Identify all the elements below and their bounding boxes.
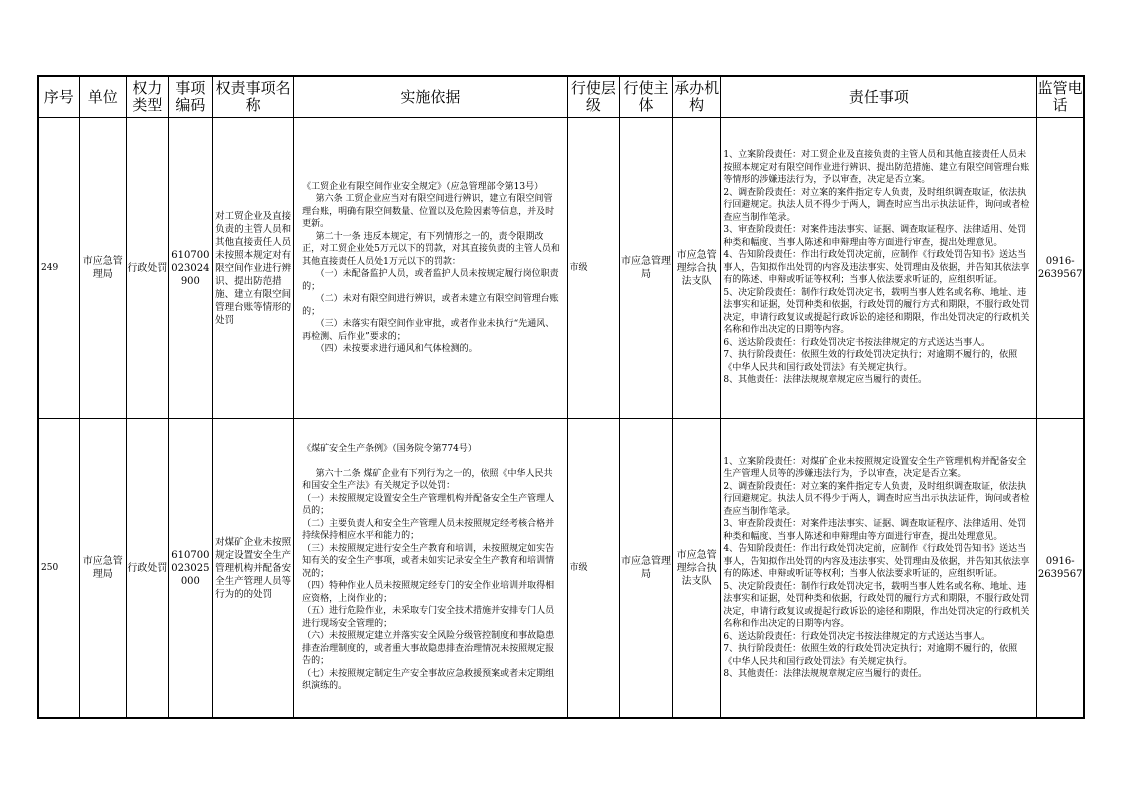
cell-subject: 市应急管理局 bbox=[620, 118, 673, 419]
header-seq: 序号 bbox=[39, 77, 80, 118]
header-org: 承办机构 bbox=[672, 77, 721, 118]
resp-line: 4、告知阶段责任：作出行政处罚决定前，应制作《行政处罚告知书》送达当事人，告知拟作出处罚的内容及违法事实、处罚理由及依据，并告知其依法享有的陈述、申辩或听证等权利；当事人依法要求听证的，应组织听证。 bbox=[723, 250, 1030, 286]
header-code: 事项编码 bbox=[168, 77, 213, 118]
header-name: 权责事项名称 bbox=[213, 77, 294, 118]
cell-phone: 0916-2639567 bbox=[1037, 419, 1084, 718]
header-power-type: 权力类型 bbox=[127, 77, 169, 118]
cell-seq: 250 bbox=[39, 419, 80, 718]
table-row bbox=[39, 419, 1084, 718]
basis-line: 《煤矿安全生产条例》（国务院令第774号） bbox=[302, 444, 477, 455]
resp-line: 6、送达阶段责任：行政处罚决定书按法律规定的方式送达当事人。 bbox=[723, 631, 991, 642]
basis-line: （四）特种作业人员未按照规定经专门的安全作业培训并取得相应资格，上岗作业的； bbox=[302, 581, 555, 604]
basis-line: （一）未配备监护人员，或者监护人员未按规定履行岗位职责的； bbox=[302, 269, 559, 292]
cell-responsibility bbox=[721, 118, 1037, 419]
basis-line: （二）主要负责人和安全生产管理人员未按照规定经考核合格并持续保持相应水平和能力的； bbox=[302, 518, 555, 542]
cell-name: 对煤矿企业未按照规定设置安全生产管理机构并配备安全生产管理人员等行为的的处罚 bbox=[213, 419, 294, 718]
basis-line: 第六条 工贸企业应当对有限空间进行辨识，建立有限空间管理台账，明确有限空间数量、位置以及危险因素等信息，并及时更新。 bbox=[302, 194, 555, 229]
table-row bbox=[39, 118, 1084, 419]
header-subject: 行使主体 bbox=[620, 77, 673, 118]
basis-line: 《工贸企业有限空间作业安全规定》（应急管理部令第13号） bbox=[302, 181, 544, 192]
cell-name: 对工贸企业及直接负责的主管人员和其他直接责任人员未按照本规定对有限空间作业进行辨识、提出防范措施、建立有限空间管理台账等情形的处罚 bbox=[213, 118, 294, 419]
cell-basis bbox=[294, 419, 567, 718]
resp-line: 2、调查阶段责任：对立案的案件指定专人负责，及时组织调查取证，依法执行回避规定。执法人员不得少于两人，调查时应当出示执法证件，询问或者检查应当制作笔录。 bbox=[723, 187, 1030, 223]
resp-line: 7、执行阶段责任：依照生效的行政处罚决定执行；对逾期不履行的，依照《中华人民共和国行政处罚法》有关规定执行。 bbox=[723, 350, 1018, 373]
cell-power-type: 行政处罚 bbox=[127, 118, 169, 419]
basis-line: （七）未按照规定制定生产安全事故应急救援预案或者未定期组织演练的。 bbox=[302, 668, 555, 692]
resp-line: 4、告知阶段责任：作出行政处罚决定前，应制作《行政处罚告知书》送达当事人，告知拟作出处罚的内容及违法事实、处罚理由及依据，并告知其依法享有的陈述、申辩或听证等权利；当事人依法要求听证的，应组织听证。 bbox=[723, 544, 1030, 579]
resp-line: 8、其他责任：法律法规规章规定应当履行的责任。 bbox=[723, 669, 928, 679]
cell-unit: 市应急管理局 bbox=[79, 118, 127, 419]
cell-unit: 市应急管理局 bbox=[79, 419, 127, 718]
header-basis: 实施依据 bbox=[294, 77, 567, 118]
resp-line: 5、决定阶段责任：制作行政处罚决定书，载明当事人姓名或名称、地址、违法事实和证据，处罚种类和依据，行政处罚的履行方式和期限，不服行政处罚决定，申请行政复议或提起行政诉讼的途径和期限，作出处罚决定的行政机关名称和作出决定的日期等内容。 bbox=[723, 287, 1030, 336]
cell-subject: 市应急管理局 bbox=[620, 419, 673, 718]
cell-org: 市应急管理综合执法支队 bbox=[672, 118, 721, 419]
basis-line: （六）未按照规定建立并落实安全风险分级管控制度和事故隐患排查治理制度的，或者重大事故隐患排查治理情况未按照规定报告的； bbox=[302, 631, 555, 667]
cell-level: 市级 bbox=[567, 118, 620, 419]
resp-line: 3、审查阶段责任：对案件违法事实、证据、调查取证程序、法律适用、处罚种类和幅度、当事人陈述和申辩理由等方面进行审查，提出处理意见。 bbox=[723, 225, 1027, 248]
resp-line: 5、决定阶段责任：制作行政处罚决定书，载明当事人姓名或名称、地址、违法事实和证据，处罚种类和依据，行政处罚的履行方式和期限，不服行政处罚决定，申请行政复议或提起行政诉讼的途径和期限，作出处罚决定的行政机关名称和作出决定的日期等内容。 bbox=[723, 581, 1030, 629]
resp-line: 1、立案阶段责任：对煤矿企业未按照规定设置安全生产管理机构并配备安全生产管理人员等的涉嫌违法行为，予以审查，决定是否立案。 bbox=[723, 456, 1027, 479]
cell-level: 市级 bbox=[567, 419, 620, 718]
basis-line: （三）未按照规定进行安全生产教育和培训，未按照规定如实告知有关的安全生产事项，或者未如实记录安全生产教育和培训情况的； bbox=[302, 543, 555, 579]
header-row bbox=[39, 77, 1084, 118]
cell-power-type: 行政处罚 bbox=[127, 419, 169, 718]
basis-line: （三）未落实有限空间作业审批，或者作业未执行“先通风、再检测、后作业”要求的； bbox=[302, 319, 555, 342]
cell-basis bbox=[294, 118, 567, 419]
header-level: 行使层级 bbox=[567, 77, 620, 118]
resp-line: 8、其他责任：法律法规规章规定应当履行的责任。 bbox=[723, 375, 928, 386]
header-unit: 单位 bbox=[79, 77, 127, 118]
resp-line: 6、送达阶段责任：行政处罚决定书按法律规定的方式送达当事人。 bbox=[723, 337, 991, 348]
resp-line: 3、审查阶段责任：对案件违法事实、证据、调查取证程序、法律适用、处罚种类和幅度、当事人陈述和申辩理由等方面进行审查，提出处理意见。 bbox=[723, 519, 1027, 542]
basis-line: （一）未按照规定设置安全生产管理机构并配备安全生产管理人员的； bbox=[302, 493, 555, 517]
basis-line: 第六十二条 煤矿企业有下列行为之一的，依照《中华人民共和国安全生产法》有关规定予以处罚： bbox=[302, 468, 553, 492]
cell-seq: 249 bbox=[39, 118, 80, 419]
cell-code: 610700023024900 bbox=[168, 118, 213, 419]
basis-line: 第二十一条 违反本规定，有下列情形之一的，责令限期改正，对工贸企业处5万元以下的罚款，对其直接负责的主管人员和其他直接责任人员处1万元以下的罚款： bbox=[302, 231, 560, 267]
header-responsibility: 责任事项 bbox=[721, 77, 1037, 118]
basis-line: （二）未对有限空间进行辨识，或者未建立有限空间管理台账的； bbox=[302, 294, 559, 317]
resp-line: 7、执行阶段责任：依照生效的行政处罚决定执行；对逾期不履行的，依照《中华人民共和国行政处罚法》有关规定执行。 bbox=[723, 644, 1018, 667]
cell-phone: 0916-2639567 bbox=[1037, 118, 1084, 419]
resp-line: 2、调查阶段责任：对立案的案件指定专人负责，及时组织调查取证，依法执行回避规定。执法人员不得少于两人，调查时应当出示执法证件，询问或者检查应当制作笔录。 bbox=[723, 481, 1030, 517]
resp-line: 1、立案阶段责任：对工贸企业及直接负责的主管人员和其他直接责任人员未按照本规定对有限空间作业进行辨识、提出防范措施、建立有限空间管理台账等情形的涉嫌违法行为，予以审查，决定是否立案。 bbox=[723, 150, 1030, 186]
cell-org: 市应急管理综合执法支队 bbox=[672, 419, 721, 718]
header-phone: 监管电话 bbox=[1037, 77, 1084, 118]
basis-line: （五）进行危险作业，未采取专门安全技术措施并安排专门人员进行现场安全管理的； bbox=[302, 606, 555, 629]
cell-responsibility bbox=[721, 419, 1037, 718]
basis-line: （四）未按要求进行通风和气体检测的。 bbox=[315, 344, 478, 354]
cell-code: 610700023025000 bbox=[168, 419, 213, 718]
power-list-table bbox=[38, 76, 1084, 718]
